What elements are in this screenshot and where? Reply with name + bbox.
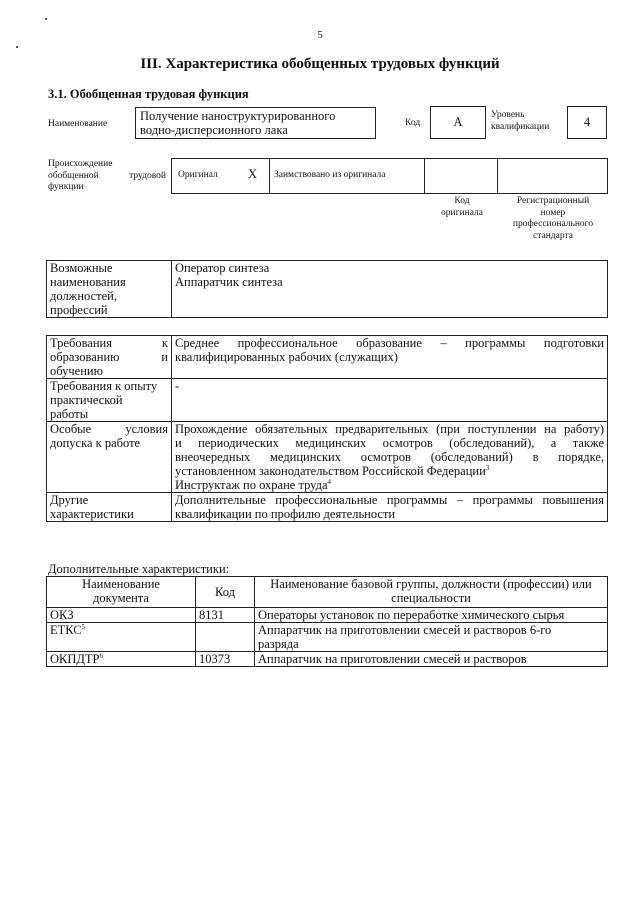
position-2: Аппаратчик синтеза: [175, 275, 283, 289]
requirements-table: [46, 335, 608, 522]
scan-mark: [45, 18, 47, 20]
borrowed-label: Заимствовано из оригинала: [274, 170, 386, 180]
table-row: ОКЗ 8131 Операторы установок по переработке химического сырья: [47, 608, 608, 623]
table-row: ЕТКС$^5$ Аппаратчик на приготовлении смесей и растворов 6-го разряда: [47, 623, 608, 652]
table-row: Другие характеристики Дополнительные профессиональные программы – программы повышения квалификации по профилю деятельности: [47, 493, 608, 522]
origin-box: [171, 158, 608, 194]
code-label: Код: [405, 118, 421, 128]
additional-table: [46, 576, 608, 667]
position-1: Оператор синтеза: [175, 261, 270, 275]
original-mark: X: [248, 167, 258, 181]
function-name-line1: Получение наноструктурированного: [140, 109, 336, 123]
table-row: Возможные наименования должностей, профессий Оператор синтеза Аппаратчик синтеза: [47, 261, 608, 318]
name-label: Наименование: [48, 119, 108, 129]
original-label: Оригинал: [178, 170, 218, 180]
subsection-title: 3.1. Обобщенная трудовая функция: [48, 87, 249, 101]
table-row: Требования к опыту практической работы -: [47, 379, 608, 422]
level-label: Уровень квалификации: [491, 110, 550, 132]
origin-label: Происхождение обобщенной трудовой функции: [48, 159, 166, 192]
function-name-box: [135, 107, 376, 139]
table-row: Требования к образованию и обучению Среднее профессиональное образование – программы подготовки квалифицированных рабочих (служащих): [47, 336, 608, 379]
table-row: ОКПДТР$^6$ 10373 Аппаратчик на приготовлении смесей и растворов: [47, 652, 608, 667]
positions-table: [46, 260, 608, 318]
scan-mark: [16, 46, 18, 48]
table-row: Особые условия допуска к работе Прохождение обязательных предварительных (при поступлении на работу) и периодических медицинских осмотров (обследований), а также внеочередных медицинских осмотров (обследований) в порядке, установленном законодательством Российской Федерации$^3$ Инструктаж по охране труда$^4$: [47, 422, 608, 493]
function-name-line2: водно-дисперсионного лака: [140, 123, 288, 137]
additional-title: Дополнительные характеристики:: [48, 562, 230, 576]
reg-number-caption: Регистрационный номер профессионального стандарта: [512, 196, 594, 241]
level-value-box: 4: [567, 106, 607, 139]
page-number: 5: [317, 29, 323, 41]
section-title: III. Характеристика обобщенных трудовых функций: [140, 56, 500, 72]
code-original-caption: Код оригинала: [441, 196, 483, 218]
code-value-box: A: [430, 106, 486, 139]
table-row: Наименование документа Код Наименование базовой группы, должности (профессии) или специальности: [47, 577, 608, 608]
